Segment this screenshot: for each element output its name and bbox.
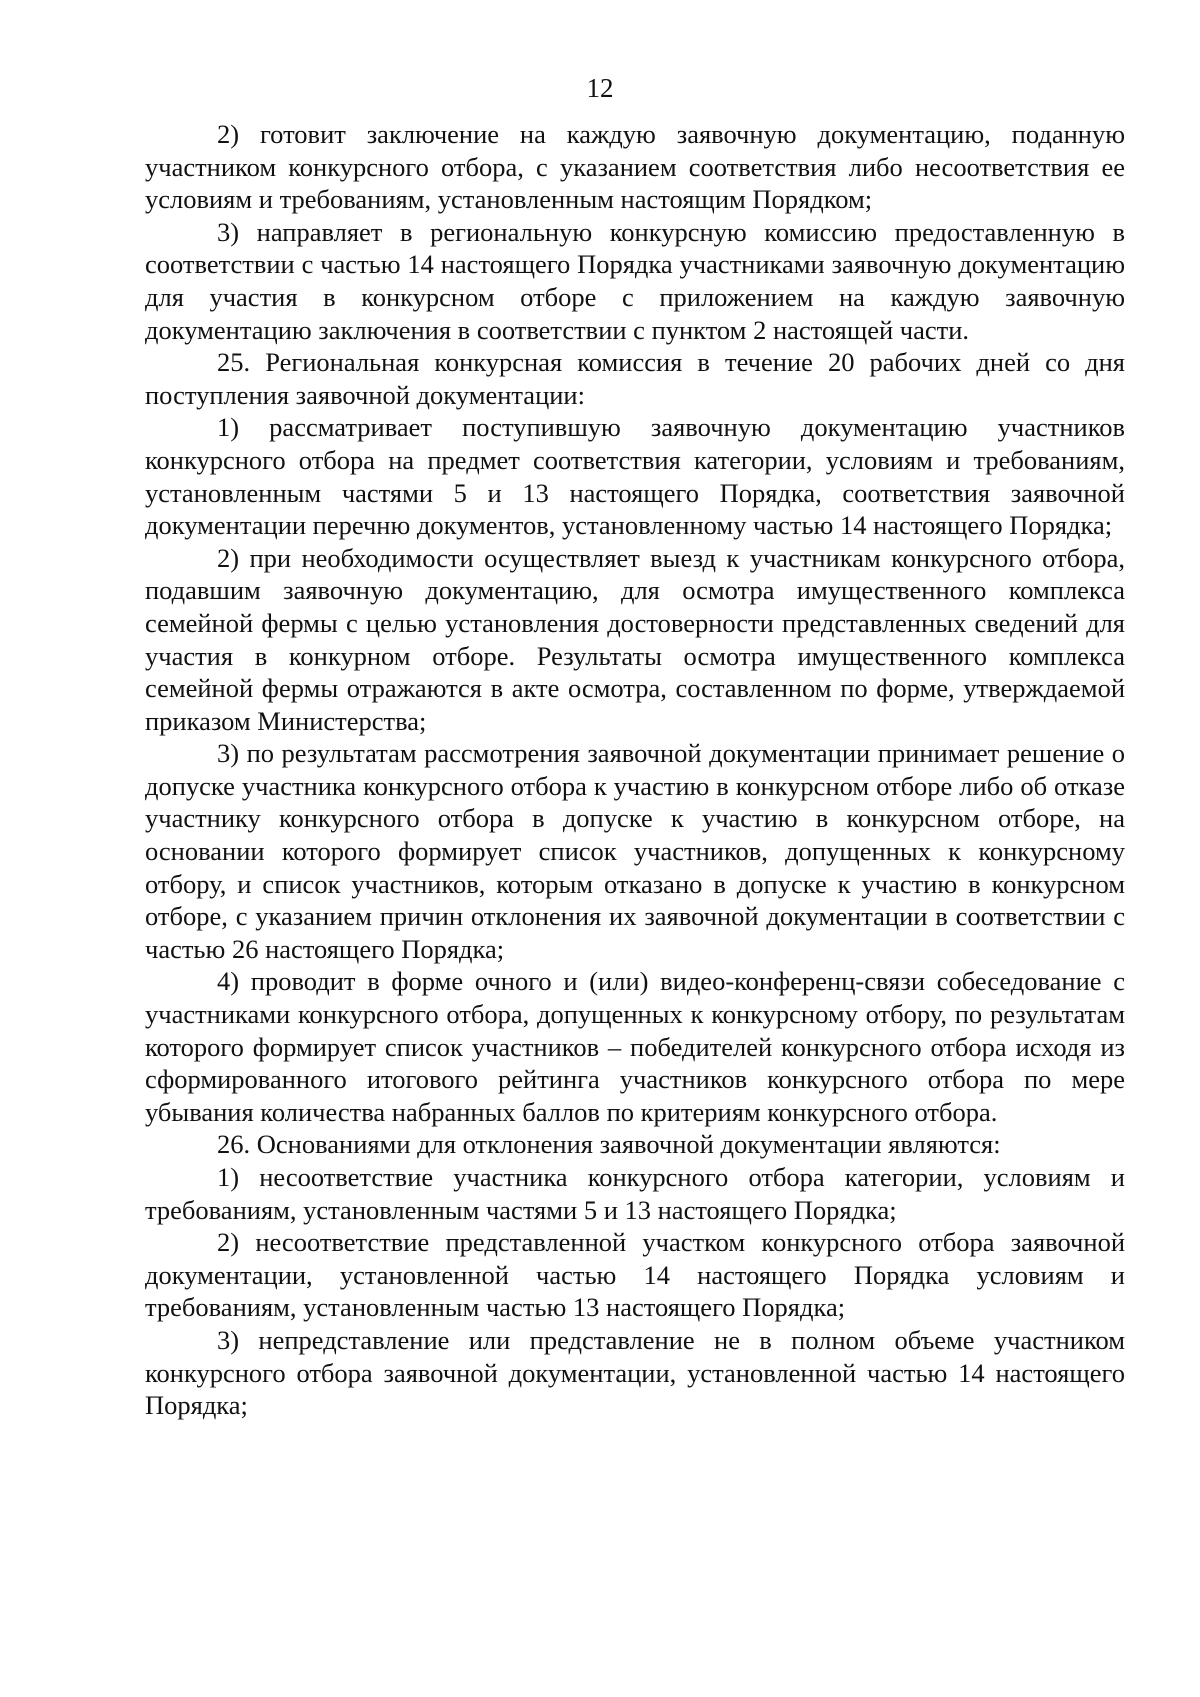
- paragraph-section-26: 26. Основаниями для отклонения заявочной документации являются:: [217, 1129, 1001, 1160]
- page-number: 12: [586, 73, 614, 103]
- paragraph-section-25: 25. Региональная конкурсная комиссия в течение 20 рабочих дней со дня поступления заявочной документации:: [145, 347, 1125, 410]
- paragraph-26-item-2: 2) несоответствие представленной участком конкурсного отбора заявочной документации, установленной частью 14 настоящего Порядка условиям и требованиям, установленным частью 13 настоящего Порядка;: [145, 1227, 1125, 1323]
- paragraph-26-item-3: 3) непредставление или представление не в полном объеме участником конкурсного отбора заявочной документации, установленной частью 14 настоящего Порядка;: [145, 1324, 1125, 1421]
- paragraph-25-item-4: 4) проводит в форме очного и (или) видео-конференц-связи собеседование с участниками конкурсного отбора, допущенных к конкурсному отбору, по результатам которого формирует список участников – победителей конкурсного отбора исходя из сформированного итогового рейтинга участников конкурсного отбора по мере убывания количества набранных баллов по критериям конкурсного отбора.: [145, 966, 1125, 1127]
- paragraph-item-3-forwarding: 3) направляет в региональную конкурсную комиссию предоставленную в соответствии с частью 14 настоящего Порядка участниками заявочную документацию для участия в конкурсном отборе с приложением на каждую заявочную документацию заключения в соответствии с пунктом 2 настоящей части.: [145, 216, 1125, 345]
- paragraph-26-item-1: 1) несоответствие участника конкурсного отбора категории, условиям и требованиям, установленным частями 5 и 13 настоящего Порядка;: [145, 1162, 1125, 1225]
- document-body: [145, 118, 1125, 1422]
- paragraph-item-2-conclusion: 2) готовит заключение на каждую заявочную документацию, поданную участником конкурсного отбора, с указанием соответствия либо несоответствия ее условиям и требованиям, установленным настоящим Порядком;: [145, 119, 1125, 215]
- paragraph-25-item-3: 3) по результатам рассмотрения заявочной документации принимает решение о допуске участника конкурсного отбора к участию в конкурсном отборе либо об отказе участнику конкурсного отбора в допуске к участию в конкурсном отборе, на основании которого формирует список участников, допущенных к конкурсному отбору, и список участников, которым отказано в допуске к участию в конкурсном отборе, с указанием причин отклонения их заявочной документации в соответствии с частью 26 настоящего Порядка;: [145, 738, 1125, 964]
- paragraph-25-item-2: 2) при необходимости осуществляет выезд к участникам конкурсного отбора, подавшим заявочную документацию, для осмотра имущественного комплекса семейной фермы с целью установления достоверности представленных сведений для участия в конкурном отборе. Результаты осмотра имущественного комплекса семейной фермы отражаются в акте осмотра, составленном по форме, утверждаемой приказом Министерства;: [145, 542, 1125, 736]
- paragraph-25-item-1: 1) рассматривает поступившую заявочную документацию участников конкурсного отбора на предмет соответствия категории, условиям и требованиям, установленным частями 5 и 13 настоящего Порядка, соответствия заявочной документации перечню документов, установленному частью 14 настоящего Порядка;: [145, 412, 1125, 541]
